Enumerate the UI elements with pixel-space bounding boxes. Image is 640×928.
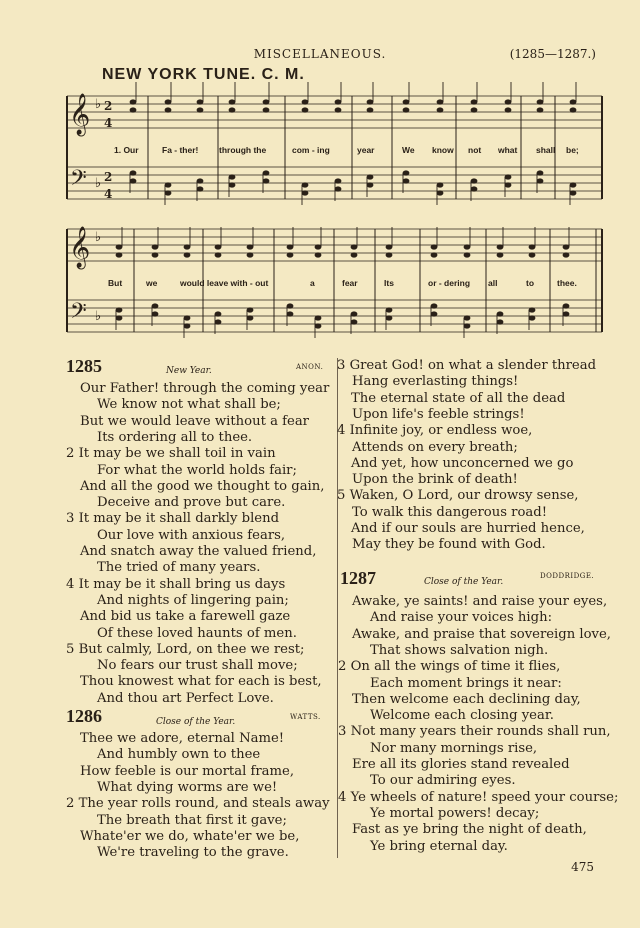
note-head [165, 182, 172, 187]
hymn-line: Ye mortal powers! decay; [370, 805, 540, 821]
treble-clef-icon: 𝄞 [69, 94, 91, 135]
note-head [247, 307, 254, 312]
note-head [386, 307, 393, 312]
hymn-line: And nights of lingering pain; [97, 592, 289, 608]
lyric-syllable: Fa - ther! [162, 145, 199, 155]
note-head [197, 178, 204, 183]
hymn-subtitle: New Year. [166, 366, 212, 376]
note-head [215, 244, 222, 249]
note-head [431, 252, 438, 257]
hymn-line: Upon life's feeble strings! [352, 406, 525, 422]
note-head [431, 311, 438, 316]
note-head [563, 311, 570, 316]
hymn-line: Deceive and prove but care. [97, 495, 286, 511]
hymn-line: 2 On all the wings of time it flies, [338, 659, 561, 675]
note-head [184, 323, 191, 328]
hymn-line: Its ordering all to thee. [97, 429, 253, 445]
lyric-syllable: fear [342, 278, 358, 288]
note-head [287, 303, 294, 308]
note-head [505, 99, 512, 104]
hymn-author: ANON. [296, 363, 324, 371]
hymn-line: Hang everlasting things! [352, 374, 519, 390]
hymn-line: To walk this dangerous road! [352, 504, 548, 520]
note-head [335, 178, 342, 183]
lyric-syllable: we [146, 278, 158, 288]
note-head [130, 178, 137, 183]
lyric-syllable: 1. Our [114, 145, 139, 155]
hymn-line: To our admiring eyes. [370, 773, 516, 789]
lyric-syllable: com - ing [292, 145, 330, 155]
music-score [0, 0, 640, 350]
hymn-line: We know not what shall be; [97, 397, 281, 413]
hymn-line: 3 Great God! on what a slender thread [337, 358, 597, 373]
lyric-syllable: But [108, 278, 123, 288]
hymn-line: Our Father! through the coming year [80, 381, 330, 396]
hymn-line: Fast as ye bring the night of death, [352, 822, 587, 838]
hymn-line: The eternal state of all the dead [351, 390, 566, 406]
note-head [184, 244, 191, 249]
note-head [247, 244, 254, 249]
hymn-line: Ye bring eternal day. [370, 838, 508, 854]
hymn-line: And all the good we thought to gain, [80, 478, 325, 494]
note-head [497, 252, 504, 257]
hymn-line: How feeble is our mortal frame, [80, 763, 295, 779]
bass-clef-icon: 𝄢 [70, 166, 87, 196]
note-head [471, 186, 478, 191]
note-head [537, 99, 544, 104]
hymn-line: 4 Infinite joy, or endless woe, [337, 423, 533, 439]
lyric-syllable: a [310, 278, 315, 288]
hymn-line: For what the world holds fair; [97, 462, 297, 478]
hymn-author: WATTS. [290, 713, 321, 721]
note-head [437, 182, 444, 187]
note-head [431, 303, 438, 308]
hymn-line: And snatch away the valued friend, [80, 544, 317, 559]
note-head [497, 244, 504, 249]
hymn-line: And raise your voices high: [370, 610, 553, 626]
note-head [367, 99, 374, 104]
hymn-line: 3 Not many years their rounds shall run, [338, 724, 611, 740]
note-head [184, 315, 191, 320]
note-head [302, 182, 309, 187]
note-head [505, 107, 512, 112]
hymn-line: But we would leave without a fear [80, 413, 309, 429]
note-head [215, 252, 222, 257]
note-head [497, 311, 504, 316]
note-head [403, 107, 410, 112]
note-head [165, 99, 172, 104]
hymn-line: And humbly own to thee [97, 747, 261, 763]
hymn-line: 5 But calmly, Lord, on thee we rest; [66, 641, 305, 657]
note-head [471, 107, 478, 112]
hymn-line: That shows salvation nigh. [370, 642, 549, 658]
note-head [197, 186, 204, 191]
note-head [471, 99, 478, 104]
hymn-line: 5 Waken, O Lord, our drowsy sense, [337, 488, 579, 504]
hymn-line: 4 Ye wheels of nature! speed your course; [338, 789, 619, 805]
note-head [437, 99, 444, 104]
note-head [367, 174, 374, 179]
section-heading: MISCELLANEOUS. [253, 47, 387, 61]
hymn-line: And thou art Perfect Love. [97, 690, 274, 706]
note-head [464, 244, 471, 249]
note-head [403, 99, 410, 104]
note-head [315, 315, 322, 320]
note-head [367, 182, 374, 187]
hymn-line: Nor many mornings rise, [370, 740, 538, 756]
hymn-line: 2 The year rolls round, and steals away [66, 796, 330, 812]
note-head [229, 182, 236, 187]
hymn-line: Upon the brink of death! [352, 472, 518, 488]
hymn-line: Attends on every breath; [352, 439, 518, 455]
note-head [302, 190, 309, 195]
note-head [215, 319, 222, 324]
hymn-line: Ere all its glories stand revealed [352, 757, 570, 772]
hymn-number: 1287 [340, 568, 376, 588]
note-head [351, 252, 358, 257]
hymn-line: 4 It may be it shall bring us days [66, 576, 286, 592]
note-head [529, 252, 536, 257]
note-head [505, 174, 512, 179]
note-head [302, 107, 309, 112]
lyric-syllable: year [357, 145, 375, 155]
hymn-range: (1285—1287.) [509, 47, 596, 61]
note-head [529, 244, 536, 249]
note-head [263, 107, 270, 112]
note-head [116, 252, 123, 257]
note-head [263, 170, 270, 175]
note-head [287, 244, 294, 249]
hymn-line: Whate'er we do, whate'er we be, [80, 828, 300, 844]
note-head [287, 311, 294, 316]
note-head [229, 107, 236, 112]
lyric-syllable: thee. [557, 278, 577, 288]
lyric-syllable: Its [384, 278, 394, 288]
note-head [563, 252, 570, 257]
time-signature-bottom: 4 [104, 187, 113, 201]
flat-icon: ♭ [95, 309, 102, 324]
lyric-syllable: We [402, 145, 415, 155]
lyric-syllable: be; [566, 145, 579, 155]
note-head [215, 311, 222, 316]
note-head [165, 107, 172, 112]
note-head [197, 99, 204, 104]
note-head [351, 319, 358, 324]
hymn-line: And yet, how unconcerned we go [351, 455, 574, 471]
note-head [570, 190, 577, 195]
note-head [302, 99, 309, 104]
note-head [437, 190, 444, 195]
note-head [367, 107, 374, 112]
hymn-subtitle: Close of the Year. [156, 717, 236, 727]
hymn-line: Welcome each closing year. [370, 708, 554, 724]
note-head [570, 107, 577, 112]
note-head [563, 303, 570, 308]
staff-lines [67, 93, 602, 332]
hymn-number: 1286 [66, 706, 102, 726]
time-signature-top: 2 [104, 170, 113, 184]
page-number: 475 [571, 860, 594, 874]
note-head [386, 244, 393, 249]
note-head [315, 252, 322, 257]
note-head [197, 107, 204, 112]
note-head [130, 170, 137, 175]
note-head [570, 99, 577, 104]
lyric-syllable: would leave with - out [180, 278, 269, 288]
hymn-line: Of these loved haunts of men. [97, 625, 297, 641]
note-head [335, 107, 342, 112]
lyric-syllable: all [488, 278, 498, 288]
note-head [152, 303, 159, 308]
note-head [152, 252, 159, 257]
note-head [263, 99, 270, 104]
hymn-line: And bid us take a farewell gaze [80, 609, 291, 625]
hymn-line: Each moment brings it near: [370, 675, 562, 691]
note-head [570, 182, 577, 187]
note-head [315, 244, 322, 249]
note-head [464, 252, 471, 257]
flat-icon: ♭ [95, 230, 102, 245]
note-head [229, 174, 236, 179]
note-head [537, 107, 544, 112]
hymn-subtitle: Close of the Year. [424, 577, 504, 587]
lyric-syllable: shall [536, 145, 556, 155]
lyric-syllable: what [498, 145, 518, 155]
note-head [563, 244, 570, 249]
note-head [263, 178, 270, 183]
note-head [505, 182, 512, 187]
note-head [497, 319, 504, 324]
note-head [464, 315, 471, 320]
hymn-line: The tried of many years. [97, 560, 261, 576]
note-head [130, 107, 137, 112]
note-head [116, 315, 123, 320]
hymn-line: May they be found with God. [352, 537, 546, 553]
time-signature-top: 2 [104, 99, 113, 113]
note-head [529, 315, 536, 320]
note-head [351, 244, 358, 249]
note-head [537, 178, 544, 183]
time-signature-bottom: 4 [104, 116, 113, 130]
note-head [335, 186, 342, 191]
hymn-line: No fears our trust shall move; [97, 658, 298, 674]
note-head [287, 252, 294, 257]
hymn-number: 1285 [66, 356, 102, 376]
note-head [403, 170, 410, 175]
note-head [247, 315, 254, 320]
lyric-syllable: or - dering [428, 278, 471, 288]
note-head [403, 178, 410, 183]
note-head [335, 99, 342, 104]
note-head [315, 323, 322, 328]
hymn-line: Awake, ye saints! and raise your eyes, [352, 594, 608, 609]
note-head [529, 307, 536, 312]
flat-icon: ♭ [95, 97, 102, 112]
bass-clef-icon: 𝄢 [70, 299, 87, 329]
note-head [165, 190, 172, 195]
treble-clef-icon: 𝄞 [69, 227, 91, 268]
lyric-syllable: know [432, 145, 454, 155]
hymn-line: We're traveling to the grave. [97, 845, 289, 861]
hymn-line: 2 It may be we shall toil in vain [66, 446, 276, 462]
hymn-line: 3 It may be it shall darkly blend [66, 511, 280, 527]
tune-title: NEW YORK TUNE. C. M. [102, 66, 305, 83]
flat-icon: ♭ [95, 176, 102, 191]
hymn-line: Then welcome each declining day, [352, 691, 581, 707]
hymn-line: The breath that first it gave; [97, 812, 287, 828]
note-head [116, 244, 123, 249]
note-head [386, 252, 393, 257]
note-head [537, 170, 544, 175]
note-head [437, 107, 444, 112]
note-head [152, 244, 159, 249]
hymn-author: DODDRIDGE. [540, 572, 595, 580]
note-head [464, 323, 471, 328]
hymn-line: Awake, and praise that sovereign love, [352, 626, 612, 642]
hymn-line: And if our souls are hurried hence, [351, 521, 585, 536]
hymn-line: Thee we adore, eternal Name! [80, 731, 285, 746]
lyric-syllable: through the [219, 145, 267, 155]
note-head [116, 307, 123, 312]
hymn-line: Thou knowest what for each is best, [80, 674, 322, 690]
note-head [130, 99, 137, 104]
lyric-syllable: to [526, 278, 535, 288]
note-head [386, 315, 393, 320]
lyric-syllable: not [468, 145, 482, 155]
note-head [351, 311, 358, 316]
hymn-line: What dying worms are we! [97, 779, 278, 795]
hymn-line: Our love with anxious fears, [97, 527, 286, 543]
note-head [229, 99, 236, 104]
note-head [431, 244, 438, 249]
note-head [152, 311, 159, 316]
note-head [184, 252, 191, 257]
note-head [247, 252, 254, 257]
note-head [471, 178, 478, 183]
